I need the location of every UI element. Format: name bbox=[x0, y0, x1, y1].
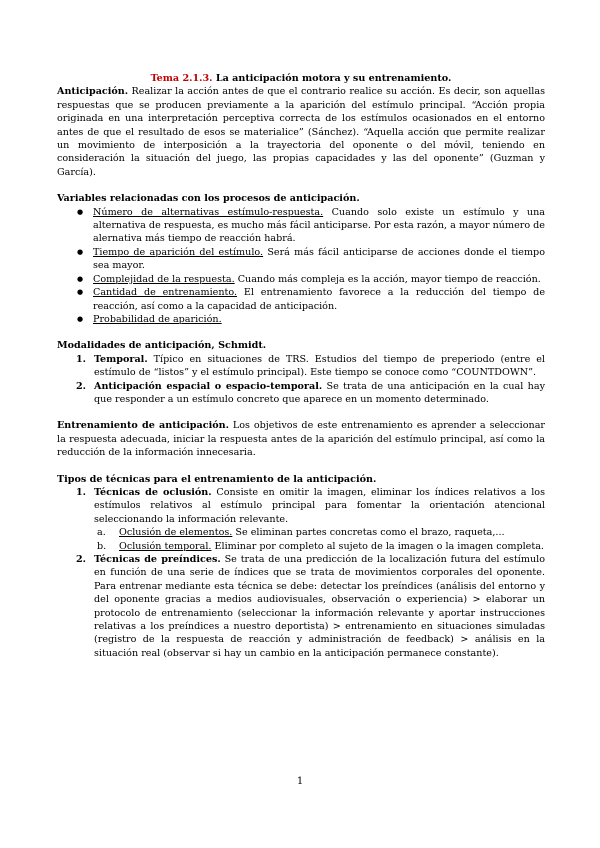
list-item bbox=[57, 273, 545, 286]
item-number: 1. bbox=[76, 353, 87, 365]
item-text: Se trata de una anticipación en la cual hay que responder a un estímulo concreto que aparece en un momento determinado. bbox=[94, 380, 546, 405]
sub-item-text: Se eliminan partes concretas como el brazo, raqueta,... bbox=[232, 527, 505, 539]
oclusion-sublist bbox=[57, 526, 545, 553]
topic-title: La anticipación motora y su entrenamiento. bbox=[212, 73, 452, 84]
list-item bbox=[57, 486, 545, 526]
tecnicas-heading: Tipos de técnicas para el entrenamiento de la anticipación. bbox=[57, 473, 377, 485]
entrenamiento-paragraph bbox=[57, 419, 545, 459]
item-number: 2. bbox=[76, 380, 87, 392]
page-number: 1 bbox=[296, 776, 304, 787]
item-term: Probabilidad de aparición. bbox=[93, 313, 222, 325]
sub-list-item bbox=[57, 540, 545, 553]
spacer bbox=[57, 326, 545, 339]
spacer bbox=[57, 406, 545, 419]
modalidades-list bbox=[57, 353, 545, 407]
list-item bbox=[57, 353, 545, 380]
list-item bbox=[57, 206, 545, 246]
item-term: Tiempo de aparición del estímulo. bbox=[93, 246, 264, 258]
spacer bbox=[57, 179, 545, 192]
document-page bbox=[57, 72, 545, 660]
item-text: Típico en situaciones de TRS. Estudios del tiempo de preperiodo (entre el estímulo de “listos” y el estímulo principal). Este tiempo se conoce como “COUNTDOWN”. bbox=[94, 353, 545, 379]
tecnicas-list-continued bbox=[57, 553, 545, 660]
item-term: Anticipación espacial o espacio-temporal. bbox=[94, 380, 323, 392]
intro-term: Anticipación. bbox=[57, 86, 129, 98]
item-term: Técnicas de oclusión. bbox=[94, 486, 212, 498]
intro-paragraph bbox=[57, 85, 545, 179]
sub-item-term: Oclusión de elementos. bbox=[119, 527, 233, 539]
item-term: Cantidad de entrenamiento. bbox=[93, 287, 238, 299]
item-number: 2. bbox=[76, 554, 87, 565]
item-text: Será más fácil anticiparse de acciones donde el tiempo sea mayor. bbox=[93, 246, 545, 272]
variables-list bbox=[57, 206, 545, 327]
sub-item-letter: b. bbox=[97, 540, 107, 552]
item-text: El entrenamiento favorece a la reducción del tiempo de reacción, así como a la capacidad de anticipación. bbox=[93, 287, 545, 312]
list-item bbox=[57, 286, 545, 313]
list-item bbox=[57, 380, 545, 407]
item-text: Cuando solo existe un estímulo y una alternativa de respuesta, es mucho más fácil anticiparse. Por esta razón, a mayor número de alernativa más tiempo de reacción habrá. bbox=[93, 206, 546, 245]
sub-item-term: Oclusión temporal. bbox=[119, 540, 212, 552]
item-term: Temporal. bbox=[94, 353, 148, 365]
list-item bbox=[57, 313, 545, 326]
list-item bbox=[57, 553, 545, 660]
spacer bbox=[57, 460, 545, 473]
variables-heading: Variables relacionadas con los procesos de anticipación. bbox=[57, 193, 360, 205]
intro-text: Realizar la acción antes de que el contrario realice su acción. Es decir, son aquellas respuestas que se producen previamente a la aparición del estímulo principal. “Acción propia originada en una interpretación perceptiva correcta de los estímulos ocasionados en el entorno antes de que el resultado de esos se materialice” (Sánchez). “Aquella acción que permite realizar un movimiento de interposición a la trayectoria del oponente o del móvil, teniendo en consideración la situación del juego, las propias capacidades y las del oponente” (Guzman y García). bbox=[57, 86, 545, 178]
tecnicas-list bbox=[57, 486, 545, 526]
topic-number: Tema 2.1.3. bbox=[150, 73, 213, 84]
item-text: Se trata de una predicción de la localización futura del estímulo en función de una serie de índices que se trata de movimientos corporales del oponente. Para entrenar mediante esta técnica se debe: detectar los preíndices (análisis del entorno y del oponente gracias a medios audiovisuales, observación o experiencia) > elaborar un protocolo de entrenamiento (seleccionar la información relevante y aportar instrucciones relativas a los preíndices a nuestro deportista) > entrenamiento en situaciones simuladas (registro de la respuesta de reacción y administración de feedback) > análisis en la situación real (observar si hay un cambio en la anticipación permanece constante). bbox=[94, 554, 545, 659]
item-text: Cuando más compleja es la acción, mayor tiempo de reacción. bbox=[234, 273, 541, 285]
item-term: Número de alternativas estímulo-respuesta. bbox=[93, 206, 324, 218]
item-term: Complejidad de la respuesta. bbox=[93, 273, 235, 285]
sub-item-letter: a. bbox=[97, 527, 106, 539]
page-title bbox=[57, 72, 545, 85]
item-number: 1. bbox=[76, 486, 87, 498]
list-item bbox=[57, 246, 545, 273]
sub-item-text: Eliminar por completo al sujeto de la imagen o la imagen completa. bbox=[211, 540, 544, 552]
item-term: Técnicas de preíndices. bbox=[94, 554, 221, 565]
modalidades-heading: Modalidades de anticipación, Schmidt. bbox=[57, 340, 267, 352]
sub-list-item bbox=[57, 526, 545, 539]
entrenamiento-term: Entrenamiento de anticipación. bbox=[57, 420, 229, 432]
entrenamiento-text: Los objetivos de este entrenamiento es aprender a seleccionar la respuesta adecuada, iniciar la respuesta antes de la aparición del estímulo principal, así como la reducción de la información innecesaria. bbox=[57, 420, 545, 459]
item-text: Consiste en omitir la imagen, eliminar los índices relativos a los estímulos relativos al estímulo principal para fomentar la orientación atencional seleccionando la información relevante. bbox=[94, 486, 545, 525]
